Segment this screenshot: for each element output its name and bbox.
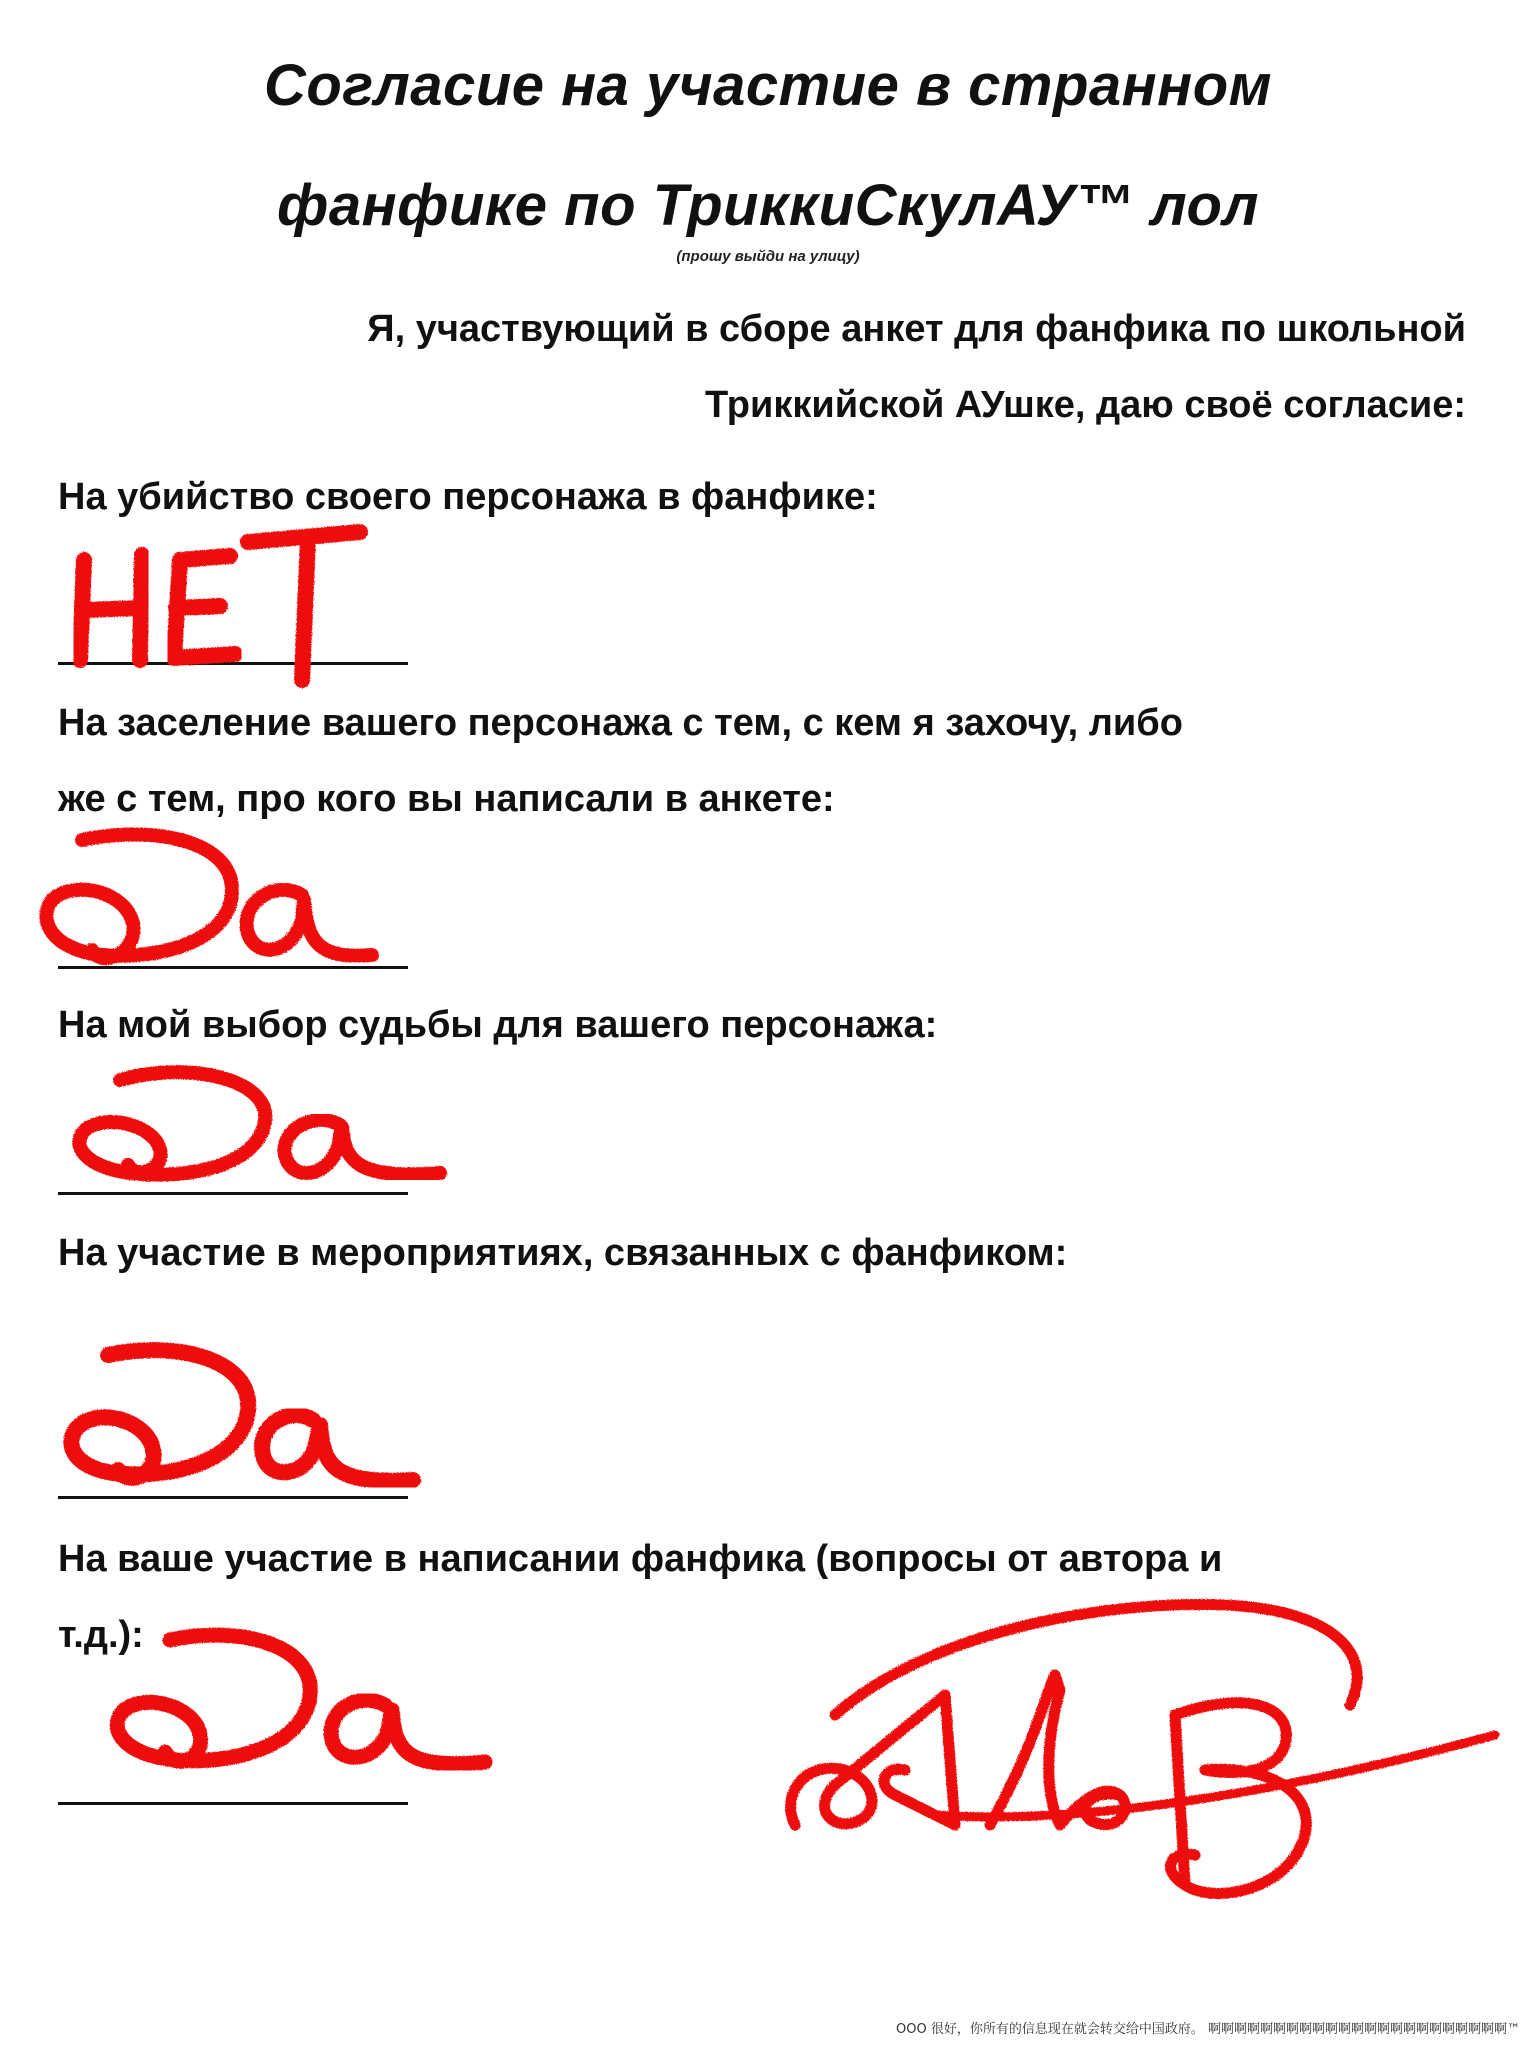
document-title-line-2: фанфике по ТриккиСкулАУ™ лол [277, 173, 1259, 238]
question-2-text-line-2: же с тем, про кого вы написали в анкете: [58, 778, 835, 820]
intro-line-1: Я, участвующий в сборе анкет для фанфика по школьной [367, 308, 1466, 350]
document-title-line-1: Согласие на участие в странном [263, 53, 1273, 118]
document-subtitle: (прошу выйди на улицу) [676, 248, 860, 265]
answer-1-handwritten-net [70, 520, 380, 700]
answer-4-handwritten-da [58, 1335, 438, 1515]
answer-3-handwritten-da [60, 1055, 460, 1205]
footer-note: OOO 很好，你所有的信息现在就会转交给中国政府。 啊啊啊啊啊啊啊啊啊啊啊啊啊啊啊啊啊啊啊啊啊啊啊™ [896, 2022, 1520, 2037]
question-1-text: На убийство своего персонажа в фанфике: [58, 476, 878, 518]
question-4-text: На участие в мероприятиях, связанных с фанфиком: [58, 1232, 1068, 1274]
intro-line-2: Триккийской АУшке, даю своё согласие: [705, 384, 1466, 426]
answer-5-handwritten-da [100, 1620, 500, 1800]
answer-2-handwritten-da [32, 820, 412, 980]
handwritten-signature [775, 1595, 1535, 1975]
question-3-text: На мой выбор судьбы для вашего персонажа: [58, 1004, 938, 1046]
question-5-text-line-2: т.д.): [58, 1614, 144, 1656]
question-5-text-line-1: На ваше участие в написании фанфика (вопросы от автора и [58, 1538, 1223, 1580]
answer-line-5 [58, 1802, 408, 1805]
question-2-text-line-1: На заселение вашего персонажа с тем, с кем я захочу, либо [58, 702, 1183, 744]
